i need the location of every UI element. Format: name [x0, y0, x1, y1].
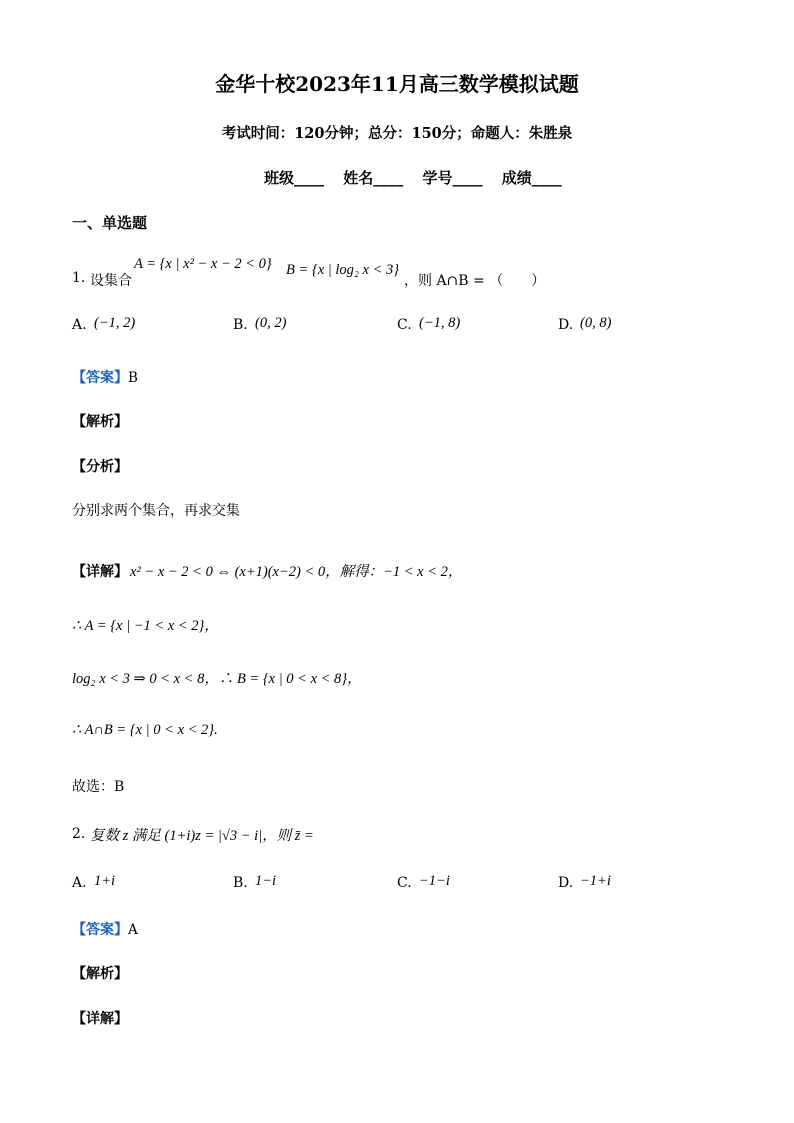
q1-option-c-label: C.: [397, 317, 412, 333]
q1-choose: 故选：B: [72, 779, 125, 795]
q2-option-b: 1−i: [255, 873, 277, 889]
q1-option-d-label: D.: [558, 317, 574, 333]
exam-info: 考试时间：120分钟；总分：150分；命题人：朱胜泉: [221, 125, 573, 142]
q2-option-d: −1+i: [580, 873, 611, 889]
page-title: 金华十校2023年11月高三数学模拟试题: [215, 72, 579, 96]
q1-stem-suffix: ，则 A∩B = （ ）: [404, 273, 546, 289]
q2-number: 2.: [72, 826, 86, 842]
q1-set-b: B = {x | log₂ x < 3}: [286, 262, 400, 278]
q1-number: 1.: [72, 270, 86, 286]
q2-option-a-label: A.: [72, 875, 87, 891]
class-field: 班级____: [264, 169, 325, 187]
id-field: 学号____: [422, 169, 483, 187]
q1-detail-line4: ∴ A∩B = {x | 0 < x < 2}.: [72, 722, 218, 738]
q2-option-c-label: C.: [397, 875, 412, 891]
student-fields: [264, 167, 576, 188]
q1-detail-line2: ∴ A = {x | −1 < x < 2}，: [72, 618, 219, 634]
score-field: 成绩____: [501, 169, 562, 187]
q1-option-d: (0, 8): [580, 315, 612, 331]
q2-option-b-label: B.: [233, 875, 248, 891]
answer-value: A: [128, 922, 138, 938]
answer-tag: 【答案】: [72, 922, 128, 938]
answer-tag: 【答案】: [72, 370, 128, 386]
answer-value: B: [128, 370, 138, 386]
q1-answer: [72, 367, 138, 387]
q1-set-a: A = {x | x² − x − 2 < 0}: [134, 256, 272, 272]
q2-detail-tag: 【详解】: [72, 1011, 128, 1027]
section-title: 一、单选题: [72, 214, 148, 232]
q2-answer: [72, 919, 138, 939]
q1-detail-tag: 【详解】: [72, 564, 128, 580]
name-field: 姓名____: [343, 169, 404, 187]
q1-option-b-label: B.: [233, 317, 248, 333]
q1-fenxi-tag: 【分析】: [72, 459, 128, 475]
q1-stem-prefix: 设集合: [90, 273, 132, 289]
q1-analysis-tag: 【解析】: [72, 414, 128, 430]
q2-stem: 复数 z 满足 (1+i)z = |√3 − i|，则 z̄ =: [90, 828, 314, 844]
q1-option-b: (0, 2): [255, 315, 287, 331]
q1-option-c: (−1, 8): [419, 315, 461, 331]
q2-option-c: −1−i: [419, 873, 450, 889]
q1-fenxi-text: 分别求两个集合，再求交集: [72, 503, 240, 519]
q1-detail-line1: x² − x − 2 < 0 ⇔ (x+1)(x−2) < 0，解得：−1 < x < 2，: [130, 564, 463, 580]
q1-option-a: (−1, 2): [94, 315, 136, 331]
q1-option-a-label: A.: [72, 317, 87, 333]
q1-detail-line3: log₂ x < 3 ⇒ 0 < x < 8，∴ B = {x | 0 < x < 8}，: [72, 671, 362, 687]
q2-option-a: 1+i: [94, 873, 116, 889]
q2-option-d-label: D.: [558, 875, 574, 891]
q2-analysis-tag: 【解析】: [72, 966, 128, 982]
